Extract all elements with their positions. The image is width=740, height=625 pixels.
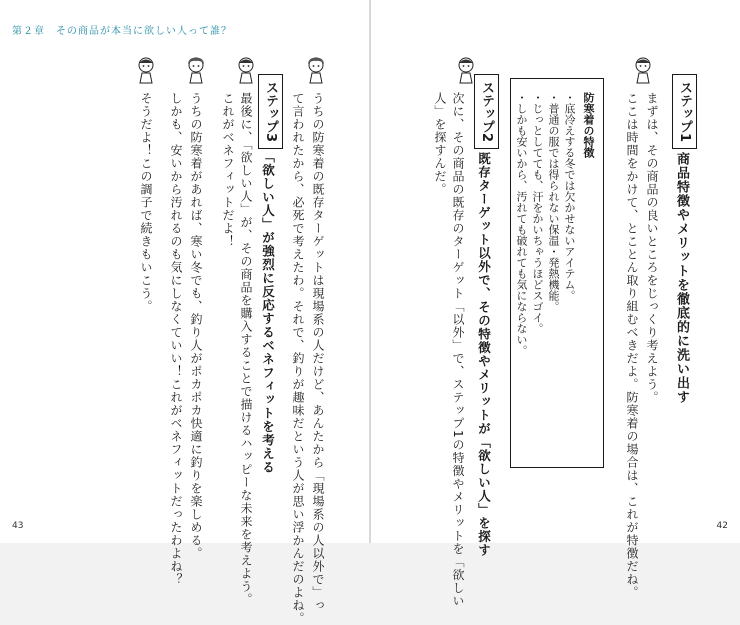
feature-item-2: ・普通の服では得られない保温・発熱機能。 [547, 92, 560, 312]
step3-line1: 最後に、「欲しい人」が、その商品を購入することで描けるハッピーな未来を考えよう。 [239, 92, 253, 606]
chapter-header: 第２章 その商品が本当に欲しい人って誰？ [12, 26, 232, 37]
step1-label-box: ステップ1 [672, 74, 697, 149]
boss-character-icon [305, 56, 327, 84]
step2-line1: 次に、その商品の既存のターゲット「以外」で、ステップ1の特徴やメリットを「欲しい [451, 92, 465, 608]
page-number-left: 43 [12, 521, 24, 531]
guide-character-icon-4 [135, 56, 157, 84]
para1-line2: て言われたから、必死で考えたわ。それで、釣りが趣味だという人が思い浮かんだのよね。 [291, 92, 305, 625]
guide-character-icon-3 [235, 56, 257, 84]
closing-line: そうだよ！この調子で続きもいこう。 [139, 92, 153, 313]
feature-item-3: ・じっとしてても、汗をかいちゃうほどスゴイ。 [531, 92, 544, 334]
book-gutter [369, 0, 371, 543]
step1-line2: ここは時間をかけて、とことん取り組むべきだよ。防寒着の場合は、これが特徴だね。 [625, 92, 639, 599]
feature-item-1: ・底冷えする冬では欠かせないアイテム。 [563, 92, 576, 301]
para2-line1: うちの防寒着があれば、寒い冬でも、釣り人がポカポカ快適に釣りを楽しめる。 [189, 92, 203, 560]
step2-heading: 既存ターゲット以外で、その特徴やメリットが「欲しい人」を探す [476, 152, 492, 557]
feature-item-4: ・しかも安いから、汚れても破れても気にならない。 [515, 92, 528, 356]
step2-label-box: ステップ2 [474, 74, 499, 149]
step3-line2: これがベネフィットだよ！ [221, 92, 235, 248]
features-title: 防寒着の特徴 [582, 92, 595, 158]
para2-line2: しかも、安いから汚れるのも気にしなくていい！これがベネフィットだったわよね？ [169, 92, 183, 586]
para1-line1: うちの防寒着の既存ターゲットは現場系の人だけど、あんたから「現場系の人以外で」っ [311, 92, 325, 612]
step3-heading: 「欲しい人」が強烈に反応するベネフィットを考える [260, 150, 276, 474]
step1-heading: 商品特徴やメリットを徹底的に洗い出す [674, 152, 689, 404]
step2-line2: 人」を探すんだ。 [433, 92, 447, 196]
page-number-right: 42 [716, 521, 728, 531]
step3-label-box: ステップ3 [258, 74, 283, 149]
guide-character-icon [632, 56, 654, 84]
step1-line1: まずは、その商品の良いところをじっくり考えよう。 [645, 92, 659, 404]
boss-character-icon-2 [185, 56, 207, 84]
